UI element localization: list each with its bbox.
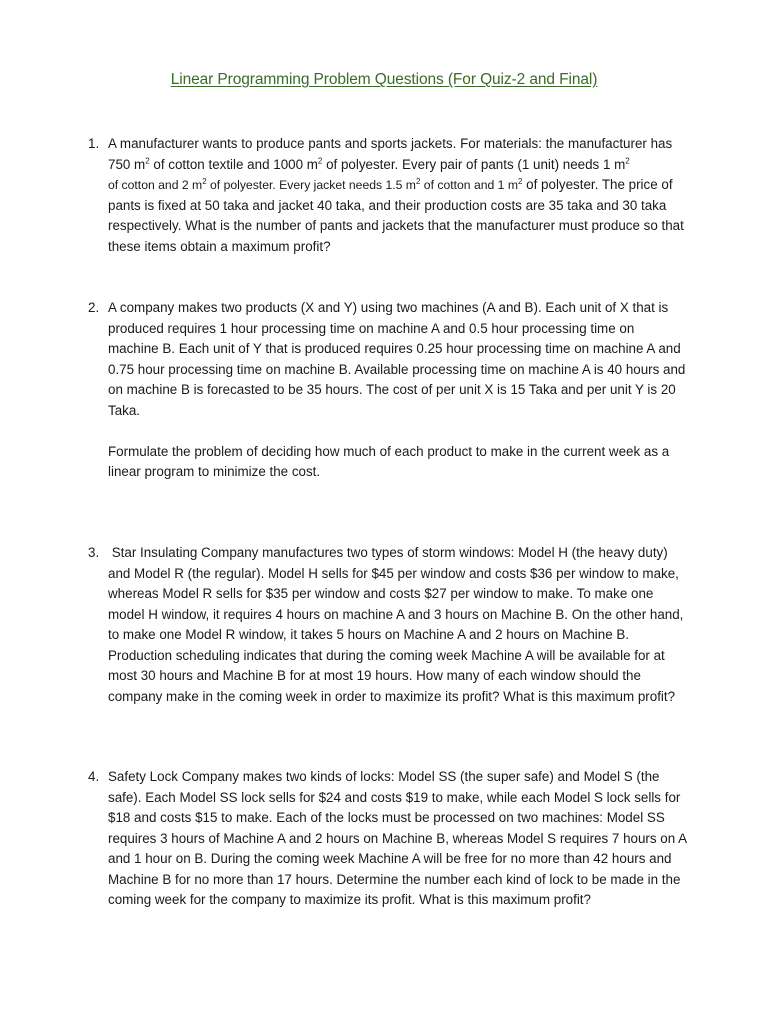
question-body — [108, 543, 688, 707]
question-number: 3. — [88, 545, 100, 560]
question-3 — [88, 543, 688, 707]
question-body — [108, 298, 688, 483]
text-segment: of polyester. — [522, 177, 602, 192]
question-2 — [88, 298, 688, 483]
question-body — [108, 134, 688, 257]
superscript: 2 — [202, 176, 207, 186]
text-segment: of cotton textile and 1000 m — [149, 156, 318, 172]
superscript: 2 — [317, 156, 323, 166]
question-4 — [88, 767, 688, 911]
superscript: 2 — [517, 176, 523, 186]
small-text-run — [108, 178, 522, 192]
question-paragraph — [108, 134, 688, 257]
question-body — [108, 767, 688, 911]
text-segment: of polyester. Every jacket needs 1.5 m — [206, 178, 416, 192]
text-segment: of cotton and 2 m — [108, 178, 203, 192]
page-title: Linear Programming Problem Questions (For Quiz-2 and Final) — [170, 71, 598, 88]
question-paragraph: Safety Lock Company makes two kinds of locks: Model SS (the super safe) and Model S (the safe). Each Model SS lock sells for $24 and costs $19 to make, while each Model S lock sells for $18 and costs $15 to make. Each of the locks must be processed on two machines: Model SS requires 3 hours of Machine A and 2 hours on Machine B, whereas Model S requires 7 hours on A and 1 hour on B. During the coming week Machine A will be free for no more than 42 hours and Machine B for no more than 17 hours. Determine the number each kind of lock to be made in the coming week for the company to maximize its profit. What is this maximum profit? — [108, 769, 687, 907]
text-segment: of polyester. Every pair of pants (1 unit) needs 1 m — [322, 156, 626, 172]
question-number: 1. — [88, 136, 100, 151]
question-paragraph: Formulate the problem of deciding how much of each product to make in the current week as a linear program to minimize the cost. — [108, 443, 670, 479]
question-paragraph: Star Insulating Company manufactures two types of storm windows: Model H (the heavy duty) and Model R (the regular). Model H sells for $45 per window and costs $36 per window to make, whereas Model R sells for $35 per window and costs $27 per window to make. To make one model H window, it requires 4 hours on machine A and 3 hours on Machine B. On the other hand, to make one Model R window, it takes 5 hours on Machine A and 2 hours on Machine B. Production scheduling indicates that during the coming week Machine A will be available for at most 30 hours and Machine B for at most 19 hours. How many of each window should the company make in the coming week in order to maximize its profit? What is this maximum profit? — [108, 545, 688, 704]
text-segment: A manufacturer wants to produce pants and sports jackets. For materials: the manufacturer has 750 m — [108, 136, 673, 172]
superscript: 2 — [145, 156, 150, 166]
superscript: 2 — [415, 176, 421, 186]
text-segment: of cotton and 1 m — [420, 178, 518, 192]
text-segment: The price of pants is fixed at 50 taka and jacket 40 taka, and their production costs are 35 taka and 30 taka respectively. What is the number of pants and jackets that the manufacturer must produce so that these items obtain a maximum profit? — [108, 177, 684, 254]
question-paragraph: A company makes two products (X and Y) using two machines (A and B). Each unit of X that is produced requires 1 hour processing time on machine A and 0.5 hour processing time on machine B. Each unit of Y that is produced requires 0.25 hour processing time on machine A and 0.75 hour processing time on machine B. Available processing time on machine A is 40 hours and on machine B is forecasted to be 35 hours. The cost of per unit X is 15 Taka and per unit Y is 20 Taka. — [108, 300, 686, 418]
superscript: 2 — [625, 156, 630, 166]
question-1 — [88, 134, 688, 257]
question-number: 4. — [88, 769, 100, 784]
question-number: 2. — [88, 300, 100, 315]
